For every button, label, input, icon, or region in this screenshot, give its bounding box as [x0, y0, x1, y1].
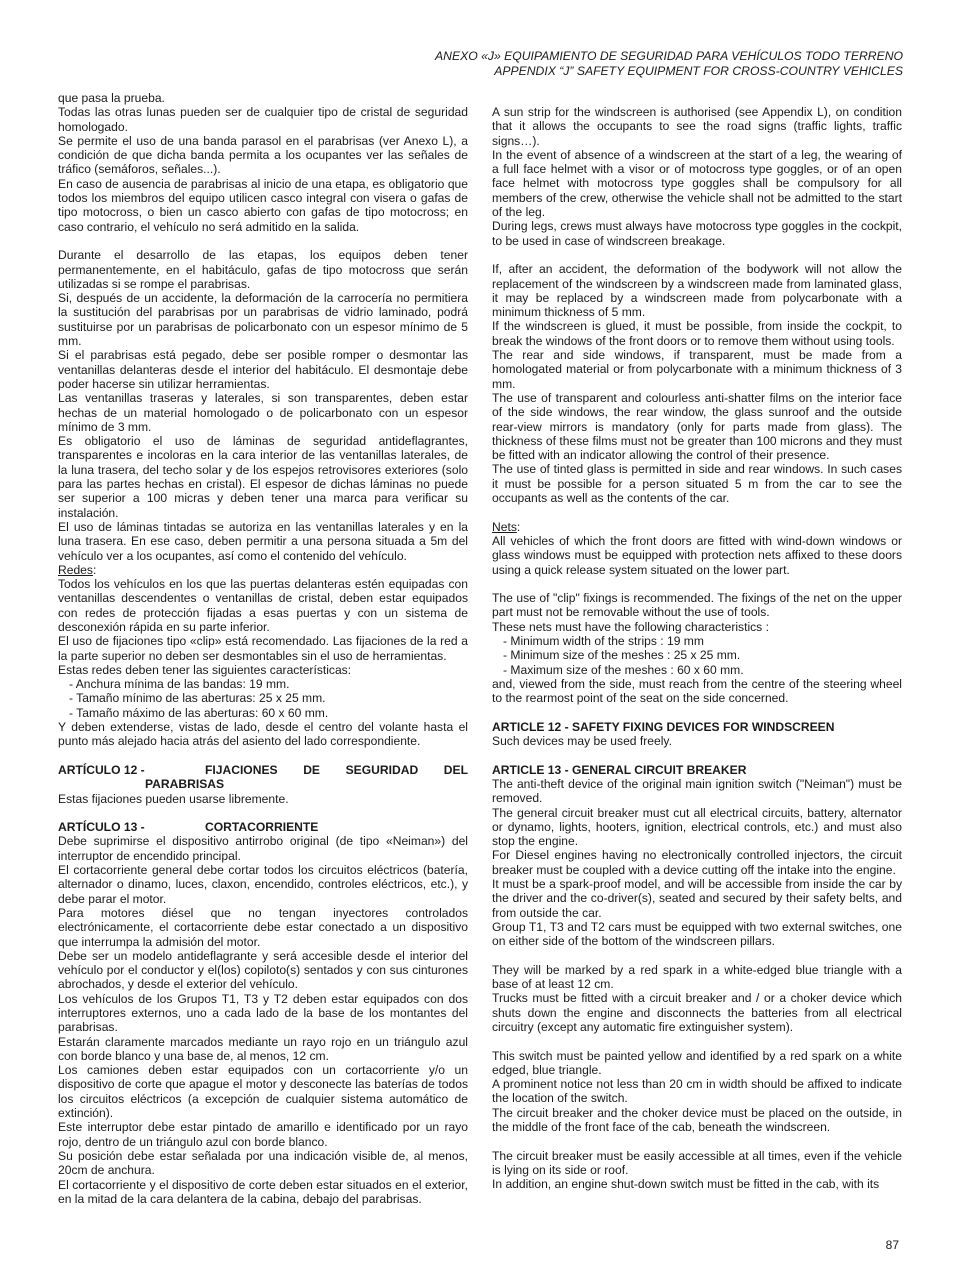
paragraph: The circuit breaker and the choker device must be placed on the outside, in the middle of the front face of the cab, beneath the windscreen. — [492, 1105, 902, 1135]
list-item: - Minimum width of the strips : 19 mm — [503, 633, 704, 648]
paragraph: These nets must have the following characteristics : — [492, 619, 769, 634]
paragraph: Trucks must be fitted with a circuit breaker and / or a choker device which shuts down the engine and disconnects the batteries from all electrical circuitry (except any automatic fire extinguisher system). — [492, 991, 902, 1034]
paragraph: If the windscreen is glued, it must be possible, from inside the cockpit, to break the windows of the front doors or to remove them without using tools. — [492, 319, 902, 348]
redes-heading-text: Redes — [58, 562, 93, 577]
article-12-heading — [58, 763, 468, 777]
paragraph: Su posición debe estar señalada por una indicación visible de, al menos, 20cm de anchura. — [58, 1148, 468, 1178]
paragraph: El cortacorriente general debe cortar todos los circuitos eléctricos (batería, alternador o dinamo, luces, claxon, encendido, controles eléctricos, etc.), y debe parar el motor. — [58, 863, 468, 906]
list-item: - Anchura mínima de las bandas: 19 mm. — [69, 677, 290, 692]
paragraph: Es obligatorio el uso de láminas de seguridad antideflagrantes, transparentes e incoloras en la cara interior de las ventanillas laterales, de la luna trasera, del techo solar y de los espejos retrovisores exteriores (solo para las partes hechas en cristal). El espesor de dichas láminas no puede ser superior a 100 micras y deben tener una marca para verificar su instalación. — [58, 434, 468, 520]
english-column — [492, 105, 902, 1192]
paragraph: Este interruptor debe estar pintado de amarillo e identificado por un rayo rojo, dentro de un triángulo azul con borde blanco. — [58, 1120, 468, 1149]
page-header — [435, 49, 903, 79]
list-item: - Tamaño máximo de las aberturas: 60 x 60 mm. — [69, 705, 329, 720]
paragraph: The rear and side windows, if transparent, must be made from a homologated material or from polycarbonate with a minimum thickness of 3 mm. — [492, 348, 902, 391]
list-item: - Minimum size of the meshes : 25 x 25 mm. — [503, 648, 741, 663]
article-12-title-line2: PARABRISAS — [145, 777, 225, 792]
paragraph: The circuit breaker must be easily accessible at all times, even if the vehicle is lying on its side or roof. — [492, 1148, 902, 1177]
nets-heading: Nets: — [492, 519, 521, 534]
paragraph: Durante el desarrollo de las etapas, los equipos deben tener permanentemente, en el habitáculo, gafas de tipo motocross que serán utilizadas si se rompe el parabrisas. — [58, 248, 468, 291]
paragraph: For Diesel engines having no electronically controlled injectors, the circuit breaker must be coupled with a device cutting off the intake into the engine. — [492, 848, 902, 877]
header-english-title: APPENDIX “J” SAFETY EQUIPMENT FOR CROSS-COUNTRY VEHICLES — [494, 64, 903, 78]
article-12-title-word: SEGURIDAD — [345, 762, 419, 777]
paragraph: and, viewed from the side, must reach from the centre of the steering wheel to the rearmost point of the seat on the side concerned. — [492, 676, 902, 706]
article-13-heading: ARTICLE 13 - GENERAL CIRCUIT BREAKER — [492, 762, 747, 777]
paragraph: A prominent notice not less than 20 cm in width should be affixed to indicate the location of the switch. — [492, 1077, 902, 1106]
redes-heading: Redes: — [58, 562, 97, 577]
paragraph: Los vehículos de los Grupos T1, T3 y T2 deben estar equipados con dos interruptores externos, uno a cada lado de la base de los montantes del parabrisas. — [58, 991, 468, 1035]
paragraph: Estas fijaciones pueden usarse libremente. — [58, 791, 289, 806]
header-spanish-title: ANEXO «J» EQUIPAMIENTO DE SEGURIDAD PARA VEHÍCULOS TODO TERRENO — [435, 49, 903, 63]
paragraph: The use of tinted glass is permitted in side and rear windows. In such cases it must be possible for a person situated 5 m from the car to see the occupants as well as the contents of the car. — [492, 462, 902, 506]
paragraph: A sun strip for the windscreen is authorised (see Appendix L), on condition that it allows the occupants to see the road signs (traffic lights, traffic signs…). — [492, 105, 902, 148]
article-12-title-word: FIJACIONES — [205, 762, 278, 777]
paragraph: Debe suprimirse el dispositivo antirrobo original (de tipo «Neiman») del interruptor de encendido principal. — [58, 834, 468, 863]
paragraph: El uso de fijaciones tipo «clip» está recomendado. Las fijaciones de la red a la parte superior no deben ser desmontables sin el uso de herramientas. — [58, 634, 468, 663]
paragraph: Si el parabrisas está pegado, debe ser posible romper o desmontar las ventanillas delanteras desde el interior del habitáculo. El desmontaje debe poder hacerse sin utilizar herramientas. — [58, 348, 468, 391]
paragraph: Si, después de un accidente, la deformación de la carrocería no permitiera la sustitución del parabrisas por un parabrisas de vidrio laminado, podrá sustituirse por un parabrisas de policarbonato con un espesor mínimo de 5 mm. — [58, 291, 468, 349]
article-13-number: ARTÍCULO 13 - — [58, 820, 145, 835]
paragraph: Estarán claramente marcados mediante un rayo rojo en un triángulo azul con borde blanco y una base de, al menos, 12 cm. — [58, 1034, 468, 1063]
paragraph: This switch must be painted yellow and identified by a red spark on a white edged, blue triangle. — [492, 1048, 902, 1077]
paragraph: que pasa la prueba. — [58, 91, 165, 105]
paragraph: Estas redes deben tener las siguientes características: — [58, 662, 352, 677]
paragraph: Todas las otras lunas pueden ser de cualquier tipo de cristal de seguridad homologado. — [58, 105, 468, 134]
paragraph: If, after an accident, the deformation of the bodywork will not allow the replacement of the windscreen by a windscreen made from laminated glass, it may be replaced by a windscreen made from polycarbonate with a minimum thickness of 5 mm. — [492, 262, 902, 320]
spanish-column — [58, 91, 468, 1206]
page-number: 87 — [885, 1238, 899, 1252]
list-item: - Tamaño mínimo de las aberturas: 25 x 25 mm. — [69, 691, 326, 706]
article-12-number: ARTÍCULO 12 - — [58, 762, 145, 777]
paragraph: The general circuit breaker must cut all electrical circuits, battery, alternator or dynamo, lights, hooters, ignition, electrical controls, etc.) and must also stop the engine. — [492, 805, 902, 849]
article-12-heading: ARTICLE 12 - SAFETY FIXING DEVICES FOR WINDSCREEN — [492, 719, 835, 734]
paragraph: Debe ser un modelo antideflagrante y será accesible desde el interior del vehículo por el conductor y el(los) copiloto(s) sentados y con sus cinturones abrochados, y desde el exterior del vehículo. — [58, 948, 468, 992]
paragraph: All vehicles of which the front doors are fitted with wind-down windows or glass windows must be equipped with protection nets affixed to these doors using a quick release system situated on the lower part. — [492, 533, 902, 577]
paragraph: The use of transparent and colourless anti-shatter films on the interior face of the side windows, the rear window, the glass sunroof and the outside rear-view mirrors is mandatory (only for parts made from glass). The thickness of these films must not be greater than 100 microns and they must be fitted with an indicator allowing the control of their presence. — [492, 390, 902, 463]
paragraph: During legs, crews must always have motocross type goggles in the cockpit, to be used in case of windscreen breakage. — [492, 219, 902, 248]
paragraph: The use of "clip" fixings is recommended. The fixings of the net on the upper part must not be removable without the use of tools. — [492, 591, 902, 620]
paragraph: Los camiones deben estar equipados con un cortacorriente y/o un dispositivo de corte que apague el motor y desconecte las baterías de todos los circuitos eléctricos (a excepción de cualquier sistema automático de extinción). — [58, 1063, 468, 1121]
paragraph: It must be a spark-proof model, and will be accessible from inside the car by the driver and the co-driver(s), seated and secured by their safety belts, and from outside the car. — [492, 877, 902, 920]
nets-heading-text: Nets — [492, 519, 517, 534]
paragraph: El cortacorriente y el dispositivo de corte deben estar situados en el exterior, en la mitad de la cara delantera de la cabina, debajo del parabrisas. — [58, 1177, 468, 1206]
article-12-title — [205, 763, 468, 777]
paragraph: Group T1, T3 and T2 cars must be equipped with two external switches, one on either side of the bottom of the windscreen pillars. — [492, 919, 902, 949]
article-12-title-word: DEL — [443, 762, 468, 777]
paragraph: Las ventanillas traseras y laterales, si son transparentes, deben estar hechas de un material homologado o de policarbonato con un espesor mínimo de 3 mm. — [58, 391, 468, 434]
article-13-title: CORTACORRIENTE — [205, 820, 319, 835]
list-item: - Maximum size of the meshes : 60 x 60 mm. — [503, 662, 744, 677]
paragraph: The anti-theft device of the original main ignition switch ("Neiman") must be removed. — [492, 776, 902, 806]
paragraph: In addition, an engine shut-down switch must be fitted in the cab, with its — [492, 1177, 880, 1192]
paragraph: Y deben extenderse, vistas de lado, desde el centro del volante hasta el punto más alejado hacia atrás del asiento del lado correspondiente. — [58, 720, 468, 749]
article-12-title-word: DE — [303, 762, 320, 777]
paragraph: Se permite el uso de una banda parasol en el parabrisas (ver Anexo L), a condición de que dicha banda permita a los ocupantes ver las señales de tráfico (semáforos, señales...). — [58, 133, 468, 177]
article-13-heading — [58, 820, 468, 834]
paragraph: They will be marked by a red spark in a white-edged blue triangle with a base of at least 12 cm. — [492, 962, 902, 992]
paragraph: En caso de ausencia de parabrisas al inicio de una etapa, es obligatorio que todos los miembros del equipo utilicen casco integral con visera o gafas de tipo motocross, o bien un casco abierto con gafas de tipo motocross; en caso contrario, el vehículo no será admitido en la salida. — [58, 176, 468, 234]
paragraph: Para motores diésel que no tengan inyectores controlados electrónicamente, el cortacorriente debe estar conectado a un dispositivo que interrumpa la admisión del motor. — [58, 905, 468, 949]
paragraph: El uso de láminas tintadas se autoriza en las ventanillas laterales y en la luna trasera. En ese caso, deben permitir a una persona situada a 5m del vehículo ver a los ocupantes, así como el contenido del vehículo. — [58, 519, 468, 563]
paragraph: Such devices may be used freely. — [492, 734, 672, 749]
paragraph: In the event of absence of a windscreen at the start of a leg, the wearing of a full face helmet with a visor or of motocross type goggles, or of an open face helmet with motocross type goggles shall be compulsory for all members of the crew, otherwise the vehicle shall not be admitted to the start of the leg. — [492, 147, 902, 220]
paragraph: Todos los vehículos en los que las puertas delanteras estén equipadas con ventanillas descendentes o ventanillas de cristal, deben estar equipados con redes de protección fijadas a esas puertas y con un sistema de desconexión rápida en su parte inferior. — [58, 577, 468, 634]
